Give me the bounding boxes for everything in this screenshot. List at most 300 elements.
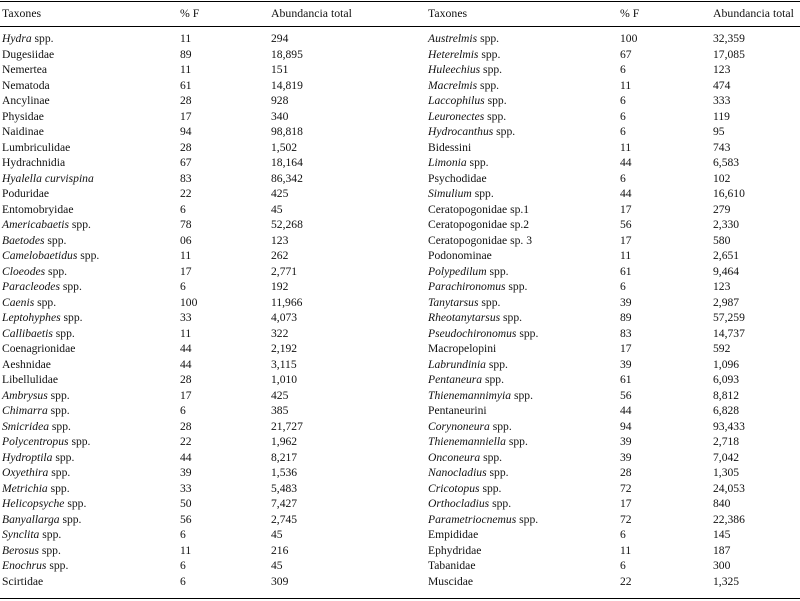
frequency-value: 6 [180,528,186,541]
abundance-value: 18,164 [271,156,303,169]
taxon-plain: Ceratopogonidae sp. 3 [428,233,532,247]
taxon-italic: Baetodes [2,233,45,247]
abundance-value: 123 [713,63,731,76]
frequency-value: 28 [180,373,192,386]
abundance-value: 24,053 [713,481,745,495]
abundance-value: 5,483 [271,481,298,495]
abundance-value: 95 [713,125,725,138]
taxon-plain: spp. [489,497,512,510]
taxon-name [2,558,68,574]
taxon-name [2,512,81,528]
abundance-value: 1,325 [713,574,740,588]
frequency-value: 11 [180,63,192,76]
taxon-italic: Laccophilus [428,94,485,107]
frequency-value: 17 [180,388,192,402]
taxon-plain: spp. [516,326,539,340]
taxon-name [2,434,90,450]
frequency-value: 89 [180,47,192,61]
abundance-value: 45 [271,202,283,216]
taxon-italic: Pentaneura [428,373,483,386]
taxon-plain: spp. [52,326,75,340]
taxon-name [2,574,43,590]
taxon-plain: Ceratopogonidae sp.2 [428,218,530,231]
taxon-italic: Thienemannimyia [428,388,512,402]
taxon-plain: spp. [477,32,500,45]
table-row [0,264,800,280]
taxon-plain: spp. [466,156,489,169]
table-row [0,388,800,404]
abundance-value: 3,115 [271,357,297,371]
abundance-value: 300 [713,559,731,572]
abundance-value: 102 [713,171,731,185]
abundance-value: 11,966 [271,295,303,309]
header-taxones-right: Taxones [428,6,468,20]
taxon-plain: spp. [484,94,507,107]
taxon-plain: spp. [31,32,54,45]
taxon-italic: Berosus [2,543,39,557]
taxon-name [2,109,44,125]
taxon-plain: spp. [77,249,100,262]
taxon-name [428,140,471,156]
table-row [0,78,800,94]
abundance-value: 16,610 [713,187,745,200]
table-row [0,124,800,140]
frequency-value: 44 [180,357,192,371]
taxon-plain: Coenagrionidae [2,342,76,355]
frequency-value: 89 [620,311,632,324]
frequency-value: 39 [620,435,632,448]
taxon-italic: Parachironomus [428,280,506,293]
table-row [0,496,800,512]
frequency-value: 44 [180,450,192,464]
taxon-plain: Dugesiidae [2,47,55,61]
frequency-value: 39 [620,295,632,309]
taxon-italic: Cloeodes [2,264,46,278]
frequency-value: 44 [620,404,632,417]
table-row [0,155,800,171]
taxon-name [2,155,65,171]
taxon-name [2,481,70,497]
frequency-value: 11 [180,249,192,262]
taxon-italic: Hyalella curvispina [2,171,94,185]
taxon-plain: spp. [68,435,91,448]
taxon-italic: Limonia [428,156,467,169]
abundance-value: 474 [713,78,731,92]
taxon-name [2,171,94,187]
taxon-name [2,496,86,512]
taxon-italic: Onconeura [428,450,481,464]
frequency-value: 17 [180,264,192,278]
taxon-name [428,62,502,78]
table-row [0,481,800,497]
abundance-value: 151 [271,63,289,76]
taxon-name [428,372,504,388]
table-row [0,171,800,187]
table-row [0,109,800,125]
taxon-italic: Hydroptila [2,450,53,464]
taxon-name [428,419,512,435]
abundance-value: 2,718 [713,435,740,448]
taxon-plain: spp. [44,233,67,247]
taxon-plain: spp. [46,559,69,572]
abundance-value: 93,433 [713,419,745,433]
table-row [0,372,800,388]
abundance-value: 425 [271,388,289,402]
taxon-plain: Ceratopogonidae sp.1 [428,202,530,216]
taxon-name [2,310,83,326]
frequency-value: 28 [180,419,192,433]
taxon-name [428,31,499,47]
table-header-row [0,6,800,22]
table-row [0,31,800,47]
frequency-value: 17 [620,202,632,216]
header-frequency-left: % F [180,6,200,20]
taxon-name [428,264,509,280]
frequency-value: 11 [620,140,632,154]
abundance-value: 309 [271,574,289,588]
taxon-plain: Podonominae [428,249,492,262]
taxon-name [428,543,481,559]
frequency-value: 28 [620,466,632,479]
taxon-name [428,357,508,373]
taxon-name [2,388,70,404]
taxon-plain: spp. [489,419,512,433]
taxon-plain: spp. [68,218,91,231]
taxon-name [428,217,529,233]
abundance-value: 580 [713,233,731,247]
taxon-italic: Orthocladius [428,497,490,510]
taxon-name [428,388,533,404]
taxon-plain: spp. [471,187,494,200]
taxon-plain: spp. [59,280,82,293]
taxon-plain: Muscidae [428,574,474,588]
frequency-value: 33 [180,311,192,324]
abundance-value: 294 [271,32,289,45]
frequency-value: 83 [180,171,192,185]
taxon-plain: spp. [486,264,509,278]
table-top-rule [0,1,800,2]
taxon-plain: Aeshnidae [2,357,51,371]
taxon-name [2,62,47,78]
taxon-plain: Libellulidae [2,373,59,386]
frequency-value: 06 [180,233,192,247]
taxon-name [428,341,496,357]
taxon-name [2,124,44,140]
table-row [0,140,800,156]
taxon-italic: Pseudochironomus [428,326,517,340]
frequency-value: 11 [620,78,632,92]
header-frequency-right: % F [620,6,640,20]
taxon-plain: Bidessini [428,140,472,154]
abundance-value: 9,464 [713,264,740,278]
taxon-name [428,450,502,466]
taxon-name [428,171,487,187]
table-header-rule [0,26,800,27]
abundance-value: 592 [713,342,731,355]
taxon-name [428,279,527,295]
frequency-value: 28 [180,140,192,154]
frequency-value: 83 [620,326,632,340]
taxon-italic: Ambrysus [2,388,48,402]
taxon-name [428,47,500,63]
abundance-value: 192 [271,280,289,293]
taxon-name [428,558,475,574]
taxon-italic: Parametriocnemus [428,512,517,526]
taxon-plain: spp. [485,357,508,371]
frequency-value: 39 [620,450,632,464]
abundance-value: 14,737 [713,326,745,340]
taxon-plain: spp. [52,450,75,464]
table-bottom-rule [0,598,800,599]
table-row [0,93,800,109]
taxon-name [428,326,538,342]
taxon-italic: Americabaetis [2,218,69,231]
frequency-value: 67 [620,47,632,61]
abundance-value: 4,073 [271,311,298,324]
frequency-value: 61 [620,264,632,278]
frequency-value: 61 [180,78,192,92]
taxon-plain: spp. [500,311,523,324]
taxon-plain: Ancylinae [2,94,50,107]
taxon-plain: spp. [47,404,70,417]
abundance-value: 7,427 [271,497,298,510]
table-row [0,217,800,233]
taxon-plain: spp. [59,512,82,526]
table-row [0,310,800,326]
frequency-value: 6 [620,109,626,123]
taxon-name [2,233,66,249]
taxon-name [428,155,489,171]
taxon-name [428,527,478,543]
abundance-value: 279 [713,202,731,216]
taxon-name [428,109,506,125]
taxon-italic: Rheotanytarsus [428,311,501,324]
taxon-name [428,124,515,140]
taxon-name [2,264,67,280]
frequency-value: 61 [620,373,632,386]
abundance-value: 1,536 [271,466,298,479]
taxon-name [428,481,501,497]
taxon-name [2,31,54,47]
frequency-value: 72 [620,512,632,526]
abundance-value: 14,819 [271,78,303,92]
taxon-name [428,248,492,264]
frequency-value: 6 [620,63,626,76]
taxon-italic: Metrichia [2,481,48,495]
abundance-value: 6,093 [713,373,740,386]
taxon-italic: Polypedilum [428,264,487,278]
frequency-value: 6 [620,94,626,107]
taxon-plain: spp. [47,481,70,495]
frequency-value: 100 [620,32,638,45]
abundance-value: 840 [713,497,731,510]
taxon-plain: spp. [493,125,516,138]
taxon-name [2,202,73,218]
frequency-value: 39 [620,357,632,371]
frequency-value: 56 [620,388,632,402]
frequency-value: 33 [180,481,192,495]
frequency-value: 94 [180,125,192,138]
frequency-value: 6 [620,528,626,541]
taxon-plain: spp. [34,295,57,309]
abundance-value: 6,583 [713,156,740,169]
abundance-value: 928 [271,94,289,107]
frequency-value: 50 [180,497,192,510]
taxon-name [428,78,499,94]
taxon-name [2,217,91,233]
abundance-value: 2,745 [271,512,298,526]
table-row [0,202,800,218]
taxon-plain: Ephydridae [428,543,482,557]
taxon-plain: Nematoda [2,78,50,92]
taxon-name [428,465,509,481]
frequency-value: 6 [180,202,186,216]
taxon-italic: Oxyethira [2,466,49,479]
taxon-italic: Macrelmis [428,78,478,92]
taxon-plain: Empididae [428,528,479,541]
abundance-value: 333 [713,94,731,107]
taxon-name [2,248,99,264]
abundance-value: 6,828 [713,404,740,417]
frequency-value: 11 [620,543,632,557]
abundance-value: 322 [271,326,289,340]
abundance-value: 743 [713,140,731,154]
taxon-italic: Tanytarsus [428,295,479,309]
taxon-plain: Hydrachnidia [2,156,66,169]
table-row [0,434,800,450]
abundance-value: 2,651 [713,249,740,262]
taxon-plain: spp. [505,280,528,293]
table-row [0,357,800,373]
taxon-name [2,419,71,435]
frequency-value: 56 [620,218,632,231]
abundance-value: 17,085 [713,47,745,61]
taxon-plain: Psychodidae [428,171,487,185]
taxon-italic: Paracleodes [2,280,60,293]
abundance-value: 123 [713,280,731,293]
taxon-name [2,47,54,63]
table-row [0,295,800,311]
taxon-plain: spp. [49,419,71,433]
taxon-italic: Hydrocanthus [428,125,494,138]
taxon-name [2,186,49,202]
frequency-value: 39 [180,466,192,479]
table-row [0,558,800,574]
taxon-name [2,465,70,481]
taxon-name [428,310,522,326]
frequency-value: 44 [620,156,632,169]
frequency-value: 56 [180,512,192,526]
abundance-value: 340 [271,109,289,123]
table-row [0,450,800,466]
table-row [0,47,800,63]
taxon-italic: Polycentropus [2,435,69,448]
abundance-value: 8,217 [271,450,298,464]
frequency-value: 11 [180,543,192,557]
abundance-value: 2,192 [271,342,298,355]
frequency-value: 6 [180,559,186,572]
taxon-plain: spp. [64,497,87,510]
taxon-italic: Synclita [2,528,40,541]
taxon-plain: Entomobryidae [2,202,74,216]
abundance-value: 123 [271,233,289,247]
abundance-value: 425 [271,187,289,200]
taxon-italic: Smicridea [2,419,50,433]
abundance-value: 2,330 [713,218,740,231]
taxon-italic: Hydra [2,32,32,45]
frequency-value: 6 [180,404,186,417]
header-abundance-right: Abundancia total [713,6,794,20]
table-row [0,279,800,295]
taxon-name [2,450,74,466]
taxon-italic: Thienemanniella [428,435,506,448]
table-row [0,341,800,357]
frequency-value: 67 [180,156,192,169]
taxon-name [2,341,75,357]
taxon-name [2,140,70,156]
taxon-name [2,326,75,342]
frequency-value: 78 [180,218,192,231]
frequency-value: 94 [620,419,632,433]
table-row [0,465,800,481]
frequency-value: 11 [180,32,192,45]
frequency-value: 17 [620,342,632,355]
abundance-value: 385 [271,404,289,417]
table-row [0,574,800,590]
taxon-plain: Physidae [2,109,44,123]
abundance-value: 45 [271,528,283,541]
table-row [0,186,800,202]
taxon-name [2,543,61,559]
frequency-value: 11 [180,326,192,340]
abundance-value: 1,305 [713,466,740,479]
taxon-name [2,357,51,373]
taxon-plain: spp. [39,528,62,541]
abundance-value: 32,359 [713,32,745,45]
taxon-plain: Scirtidae [2,574,44,588]
taxon-italic: Simulium [428,187,472,200]
taxon-plain: Macropelopini [428,342,497,355]
taxon-italic: Callibaetis [2,326,53,340]
taxon-name [428,186,494,202]
frequency-value: 22 [180,435,192,448]
table-row [0,543,800,559]
taxon-plain: Tabanidae [428,559,476,572]
taxon-italic: Leptohyphes [2,311,61,324]
table-row [0,512,800,528]
taxon-italic: Labrundinia [428,357,486,371]
frequency-value: 17 [620,233,632,247]
taxon-name [2,403,70,419]
frequency-value: 72 [620,481,632,495]
taxon-plain: Naidinae [2,125,44,138]
abundance-value: 7,042 [713,450,740,464]
taxon-plain: Pentaneurini [428,404,487,417]
taxon-italic: Nanocladius [428,466,487,479]
taxon-name [428,434,528,450]
abundance-value: 216 [271,543,289,557]
taxon-plain: spp. [505,435,528,448]
abundance-value: 8,812 [713,388,740,402]
abundance-value: 2,987 [713,295,740,309]
frequency-value: 17 [180,109,192,123]
taxon-name [428,233,532,249]
taxon-name [2,78,50,94]
taxon-name [2,295,56,311]
table-row [0,419,800,435]
taxon-italic: Chimarra [2,404,48,417]
taxon-plain: Nemertea [2,63,48,76]
